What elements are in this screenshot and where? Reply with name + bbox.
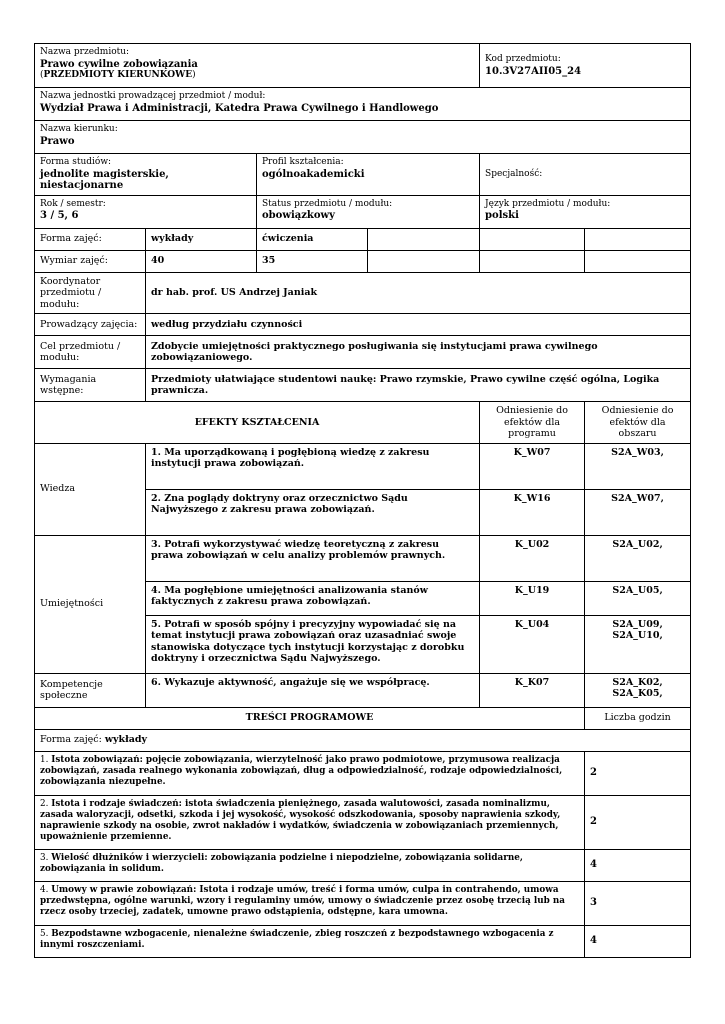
topic-row [35,849,585,881]
year-value: 3 / 5, 6 [40,210,79,221]
topic-number: 5. [40,928,49,939]
topic-text: Istota i rodzaje świadczeń: istota świadczenia pieniężnego, zasada walutowości, zasada nominalizmu, zasada waloryzacji, odsetki, szkoda i jej wysokość, wysokość odszkodowania, sposoby naprawienia szkody, naprawienie szkody na osobie, zwrot nakładów i wydatków, świadczenia w zobowiązaniach przemiennych, upoważnienie przemienne. [40,798,561,842]
syllabus-sheet [34,43,690,958]
subject-name: Prawo cywilne zobowiązania [40,58,198,70]
status-cell [257,195,480,228]
program-ref-header: Odniesienie do efektów dla programu [480,402,585,444]
effect-text: 2. Zna poglądy doktryny oraz orzecznictwo Sądu Najwyższego z zakresu prawa zobowiązań. [146,489,480,535]
syllabus-table [34,43,691,958]
topic-row [35,751,585,795]
content-form-row [35,729,691,751]
field-cell [35,121,691,154]
effect-program-ref: K_U19 [480,581,585,615]
effect-program-ref: K_U02 [480,535,585,581]
topic-hours: 4 [585,849,691,881]
effect-area-ref: S2A_K02, S2A_K05, [585,673,691,707]
topic-text: Wielość dłużników i wierzycieli: zobowiązania podzielne i niepodzielne, zobowiązania solidarne, zobowiązania in solidum. [40,852,523,874]
effect-program-ref: K_W07 [480,443,585,489]
effect-text: 6. Wykazuje aktywność, angażuje się we współpracę. [146,673,480,707]
teachers-value: według przydziału czynności [146,314,691,336]
class-form-exercise: ćwiczenia [257,228,368,250]
class-form-label: Forma zajęć: [35,228,146,250]
topic-number: 4. [40,884,49,895]
class-form-lecture: wykłady [146,228,257,250]
hours-empty [585,250,691,272]
topic-row [35,795,585,849]
topic-number: 1. [40,754,49,765]
hours-empty [480,250,585,272]
hours-exercise: 35 [257,250,368,272]
topic-text: Umowy w prawie zobowiązań: Istota i rodzaje umów, treść i forma umów, culpa in contrahendo, umowa przedwstępna, ogólne warunki, wzory i regulaminy umów, umowy o świadczenie przez osobę trzecią lub na rzecz osoby trzeciej, zadatek, umowne prawo odstąpienia, odstępne, kara umowna. [40,884,565,917]
specialty-label: Specjalność: [485,168,543,179]
specialty-cell [480,154,691,196]
study-form-label: Forma studiów: [40,157,112,167]
status-label: Status przedmiotu / modułu: [262,198,393,209]
effect-text: 3. Potrafi wykorzystywać wiedzę teoretyczną z zakresu prawa zobowiązań w celu analizy problemów prawnych. [146,535,480,581]
content-header: TREŚCI PROGRAMOWE [35,707,585,729]
status-value: obowiązkowy [262,210,335,221]
profile-cell [257,154,480,196]
language-label: Język przedmiotu / modułu: [485,198,611,209]
code-value: 10.3V27AII05_24 [485,65,582,77]
field-label: Nazwa kierunku: [40,124,118,134]
effect-text: 4. Ma pogłębione umiejętności analizowania stanów faktycznych z zakresu prawa zobowiązań. [146,581,480,615]
effect-area-ref: S2A_W03, [585,443,691,489]
effect-program-ref: K_U04 [480,615,585,673]
effect-text: 5. Potrafi w sposób spójny i precyzyjny wypowiadać się na temat instytucji prawa zobowiązań oraz uzasadniać swoje stanowiska dotyczące tych instytucji korzystając z dorobku doktryny i orzecznictwa Sądu Najwyższego. [146,615,480,673]
coordinator-value: dr hab. prof. US Andrzej Janiak [146,272,691,314]
language-value: polski [485,210,519,221]
effect-area-ref: S2A_U05, [585,581,691,615]
class-form-empty [368,228,480,250]
profile-value: ogólnoakademicki [262,168,365,180]
hours-empty [368,250,480,272]
effect-area-ref: S2A_U02, [585,535,691,581]
effect-area-ref: S2A_W07, [585,489,691,535]
topic-hours: 2 [585,751,691,795]
topic-hours: 2 [585,795,691,849]
effect-program-ref: K_K07 [480,673,585,707]
field-value: Prawo [40,135,75,147]
profile-label: Profil kształcenia: [262,157,344,167]
hours-label: Wymiar zajęć: [35,250,146,272]
social-label: Kompetencje społeczne [35,673,146,707]
unit-label: Nazwa jednostki prowadzącej przedmiot / moduł: [40,91,266,101]
effect-area-ref: S2A_U09, S2A_U10, [585,615,691,673]
language-cell [480,195,691,228]
code-label: Kod przedmiotu: [485,54,561,64]
hours-lecture: 40 [146,250,257,272]
topic-hours: 4 [585,925,691,957]
effect-program-ref: K_W16 [480,489,585,535]
topic-row [35,881,585,925]
topic-number: 2. [40,798,49,809]
goal-label: Cel przedmiotu / modułu: [35,336,146,369]
teachers-label: Prowadzący zajęcia: [35,314,146,336]
effects-header: EFEKTY KSZTAŁCENIA [35,402,480,444]
topic-text: Istota zobowiązań: pojęcie zobowiązania, wierzytelność jako prawo podmiotowe, przymusowa realizacja zobowiązań, zasada realnego wykonania zobowiązań, dług a odpowiedzialność, rodzaje odpowiedzialności, zobowiązania niezupełne. [40,754,563,787]
class-form-empty [585,228,691,250]
code-cell [480,44,691,88]
topic-row [35,925,585,957]
topic-text: Bezpodstawne wzbogacenie, nienależne świadczenie, zbieg roszczeń z bezpodstawnego wzbogacenia z innymi roszczeniami. [40,928,554,950]
skills-label: Umiejętności [35,535,146,673]
class-form-empty [480,228,585,250]
topic-number: 3. [40,852,49,863]
year-cell [35,195,257,228]
subject-group: (PRZEDMIOTY KIERUNKOWE) [40,70,196,80]
study-form-cell [35,154,257,196]
subject-cell [35,44,480,88]
area-ref-header: Odniesienie do efektów dla obszaru [585,402,691,444]
content-form-value: wykłady [104,734,148,746]
study-form-value: jednolite magisterskie, niestacjonarne [40,168,169,191]
topic-hours: 3 [585,881,691,925]
prereq-value: Przedmioty ułatwiające studentowi naukę: Prawo rzymskie, Prawo cywilne część ogólna, Logika prawnicza. [146,369,691,402]
effect-text: 1. Ma uporządkowaną i pogłębioną wiedzę z zakresu instytucji prawa zobowiązań. [146,443,480,489]
knowledge-label: Wiedza [35,443,146,535]
content-form-prefix: Forma zajęć: [40,734,102,746]
year-label: Rok / semestr: [40,198,106,209]
subject-label: Nazwa przedmiotu: [40,47,130,57]
prereq-label: Wymagania wstępne: [35,369,146,402]
unit-value: Wydział Prawa i Administracji, Katedra Prawa Cywilnego i Handlowego [40,102,439,114]
unit-cell [35,88,691,121]
goal-value: Zdobycie umiejętności praktycznego posługiwania się instytucjami prawa cywilnego zobowiązaniowego. [146,336,691,369]
coordinator-label: Koordynator przedmiotu / modułu: [35,272,146,314]
hours-header: Liczba godzin [585,707,691,729]
